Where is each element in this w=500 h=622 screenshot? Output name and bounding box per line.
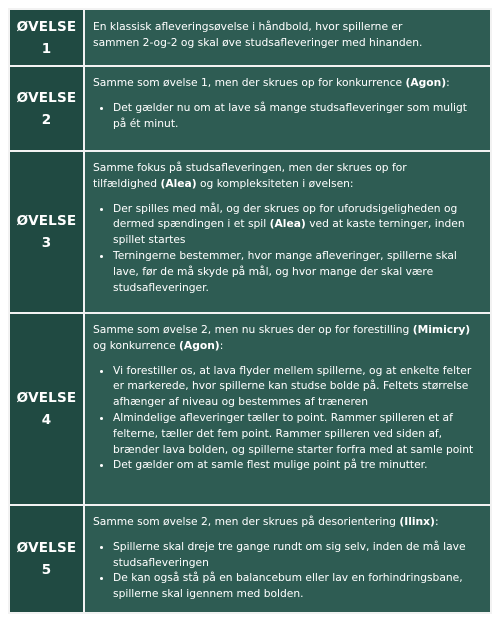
list-item: • Almindelige afleveringer tæller to point. Rammer spilleren et af felterne, tæller det fem point. Rammer spilleren ved siden af, brænder lava bolden, og spillerne starter forfra med at samle point: [113, 410, 482, 457]
exercise-row-3: [8, 150, 492, 312]
list-item: • Terningerne bestemmer, hvor mange afleveringer, spillerne skal lave, før de må skyde på mål, og hvor mange der skal være studsafleveringer.: [113, 248, 482, 295]
exercise-label-cell: [10, 152, 83, 312]
exercise-intro: Samme som øvelse 2, men der skrues på desorientering (Ilinx):: [93, 515, 439, 528]
exercise-intro: En klassisk afleveringsøvelse i håndbold, hvor spillerne er sammen 2-og-2 og skal øve studsafleveringer med hinanden.: [93, 20, 423, 49]
exercise-table: [8, 8, 492, 614]
exercise-label-cell: [10, 506, 83, 612]
exercise-label: ØVELSE 3: [16, 213, 77, 251]
exercise-bullet-list: [93, 201, 482, 296]
exercise-description-cell: [85, 314, 490, 504]
exercise-bullet-list: [93, 100, 482, 132]
list-item: • Det gælder nu om at lave så mange studsafleveringer som muligt på ét minut.: [113, 100, 482, 132]
exercise-description-cell: [85, 67, 490, 150]
exercise-intro: Samme fokus på studsafleveringen, men der skrues op for tilfældighed (Alea) og kompleksiteten i øvelsen:: [93, 161, 407, 190]
exercise-label: ØVELSE 1: [16, 18, 77, 57]
list-item: • Der spilles med mål, og der skrues op for uforudsigeligheden og dermed spændingen i et spil (Alea) ved at kaste terninger, inden spillet startes: [113, 201, 482, 248]
list-item: • Vi forestiller os, at lava flyder mellem spillerne, og at enkelte felter er markerede, hvor spillerne kan studse bolde på. Feltets størrelse afhænger af niveau og bestemmes af træneren: [113, 363, 482, 410]
list-item: • Det gælder om at samle flest mulige point på tre minutter.: [113, 457, 482, 473]
exercise-label: ØVELSE 4: [16, 390, 77, 428]
exercise-row-1: [8, 8, 492, 65]
exercise-bullet-list: [93, 539, 482, 602]
exercise-row-2: [8, 65, 492, 150]
list-item: • De kan også stå på en balancebum eller lav en forhindringsbane, spillerne skal igennem med bolden.: [113, 570, 482, 602]
exercise-bullet-list: [93, 363, 482, 474]
exercise-description-cell: [85, 10, 490, 65]
exercise-row-5: [8, 504, 492, 614]
list-item: • Spillerne skal dreje tre gange rundt om sig selv, inden de må lave studsafleveringen: [113, 539, 482, 571]
exercise-label-cell: [10, 314, 83, 504]
exercise-label: ØVELSE 2: [16, 89, 77, 128]
exercise-label-cell: [10, 10, 83, 65]
exercise-intro: Samme som øvelse 1, men der skrues op for konkurrence (Agon):: [93, 76, 450, 89]
exercise-intro: Samme som øvelse 2, men nu skrues der op for forestilling (Mimicry) og konkurrence (Agon):: [93, 323, 471, 352]
exercise-description-cell: [85, 152, 490, 312]
exercise-label-cell: [10, 67, 83, 150]
exercise-description-cell: [85, 506, 490, 612]
exercise-row-4: [8, 312, 492, 504]
exercise-label: ØVELSE 5: [16, 540, 77, 578]
